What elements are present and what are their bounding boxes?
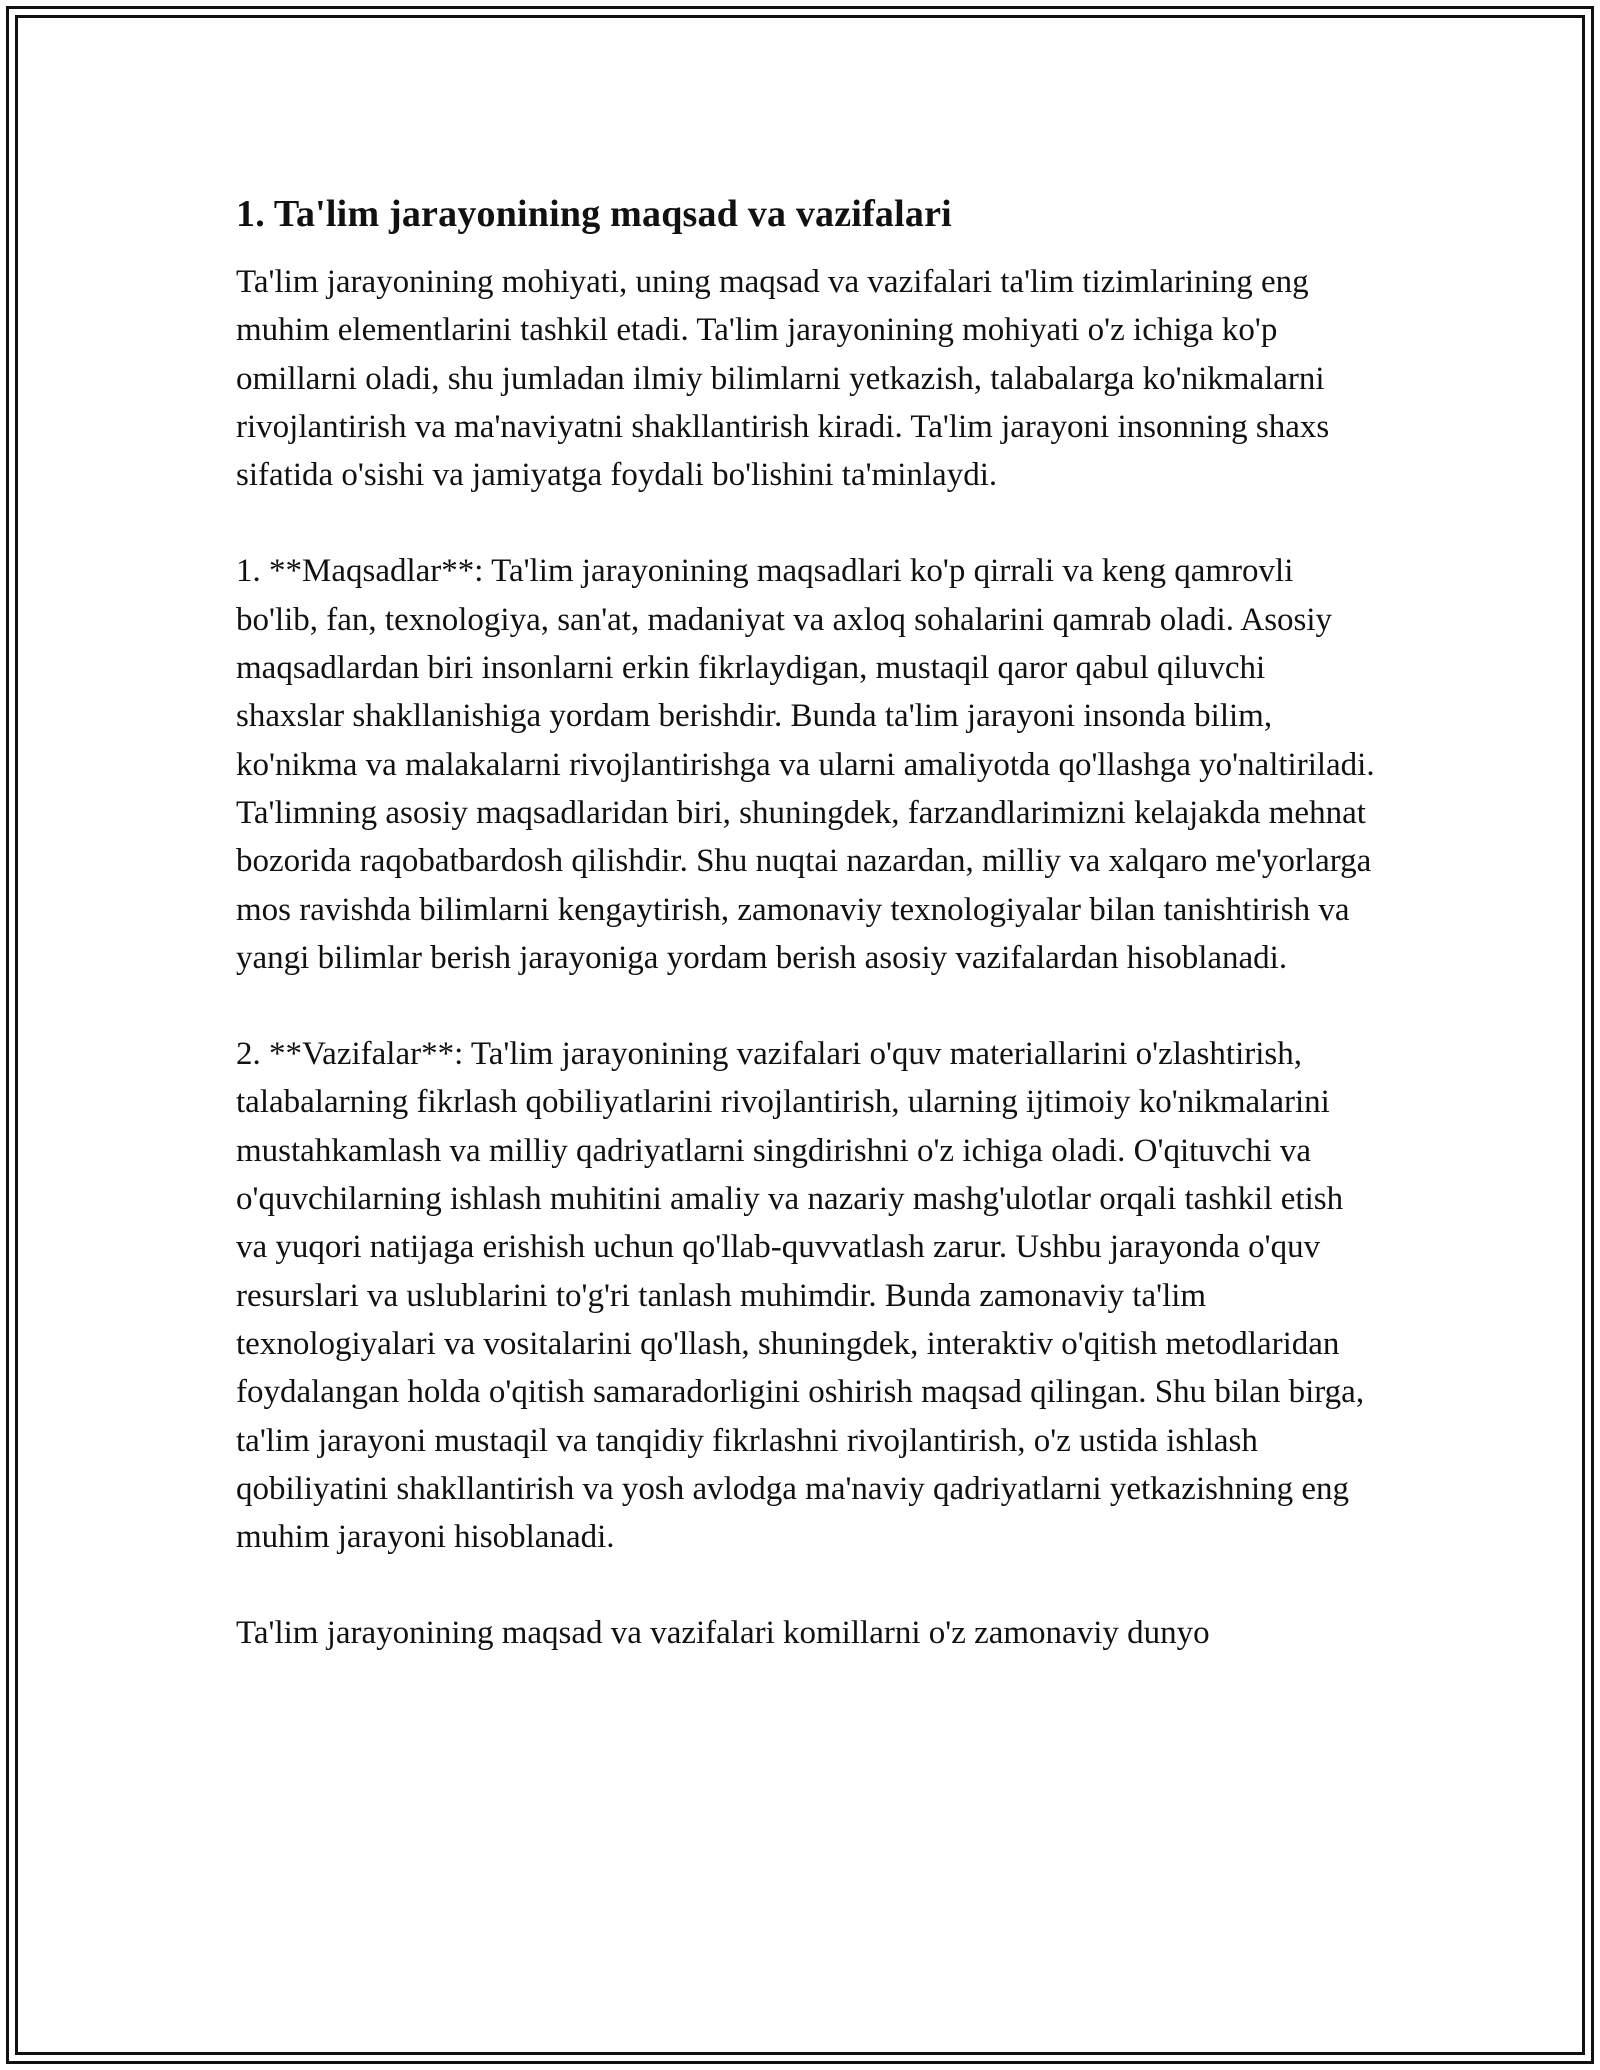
closing-paragraph: Ta'lim jarayonining maqsad va vazifalari komillarni o'z zamonaviy dunyo xyxy=(236,1615,1210,1652)
document-body xyxy=(236,186,1376,1658)
intro-paragraph: Ta'lim jarayonining mohiyati, uning maqsad va vazifalari ta'lim tizimlarining eng muhim elementlarini tashkil etadi. Ta'lim jarayonining mohiyati o'z ichiga ko'p omillarni oladi, shu jumladan ilmiy bilimlarni yetkazish, talabalarga ko'nikmalarni rivojlantirish va ma'naviyatni shakllantirish kiradi. Ta'lim jarayoni insonning shaxs sifatida o'sishi va jamiyatga foydali bo'lishini ta'minlaydi. xyxy=(236,264,1330,494)
section-heading: 1. Ta'lim jarayonining maqsad va vazifalari xyxy=(236,193,952,235)
tasks-paragraph: 2. **Vazifalar**: Ta'lim jarayonining vazifalari o'quv materiallarini o'zlashtirish, talabalarning fikrlash qobiliyatlarini rivojlantirish, ularning ijtimoiy ko'nikmalarini mustahkamlash va milliy qadriyatlarni singdirishni o'z ichiga oladi. O'qituvchi va o'quvchilarning ishlash muhitini amaliy va nazariy mashg'ulotlar orqali tashkil etish va yuqori natijaga erishish uchun qo'llab-quvvatlash zarur. Ushbu jarayonda o'quv resurslari va uslublarini to'g'ri tanlash muhimdir. Bunda zamonaviy ta'lim texnologiyalari va vositalarini qo'llash, shuningdek, interaktiv o'qitish metodlaridan foydalangan holda o'qitish samaradorligini oshirish maqsad qilingan. Shu bilan birga, ta'lim jarayoni mustaqil va tanqidiy fikrlashni rivojlantirish, o'z ustida ishlash qobiliyatini shakllantirish va yosh avlodga ma'naviy qadriyatlarni yetkazishning eng muhim jarayoni hisoblanadi. xyxy=(236,1036,1365,1556)
goals-paragraph: 1. **Maqsadlar**: Ta'lim jarayonining maqsadlari ko'p qirrali va keng qamrovli bo'lib, fan, texnologiya, san'at, madaniyat va axloq sohalarini qamrab oladi. Asosiy maqsadlardan biri insonlarni erkin fikrlaydigan, mustaqil qaror qabul qiluvchi shaxslar shakllanishiga yordam berishdir. Bunda ta'lim jarayoni insonda bilim, ko'nikma va malakalarni rivojlantirishga va ularni amaliyotda qo'llashga yo'naltiriladi. Ta'limning asosiy maqsadlaridan biri, shuningdek, farzandlarimizni kelajakda mehnat bozorida raqobatbardosh qilishdir. Shu nuqtai nazardan, milliy va xalqaro me'yorlarga mos ravishda bilimlarni kengaytirish, zamonaviy texnologiyalar bilan tanishtirish va yangi bilimlar berish jarayoniga yordam berish asosiy vazifalardan hisoblanadi. xyxy=(236,553,1375,976)
